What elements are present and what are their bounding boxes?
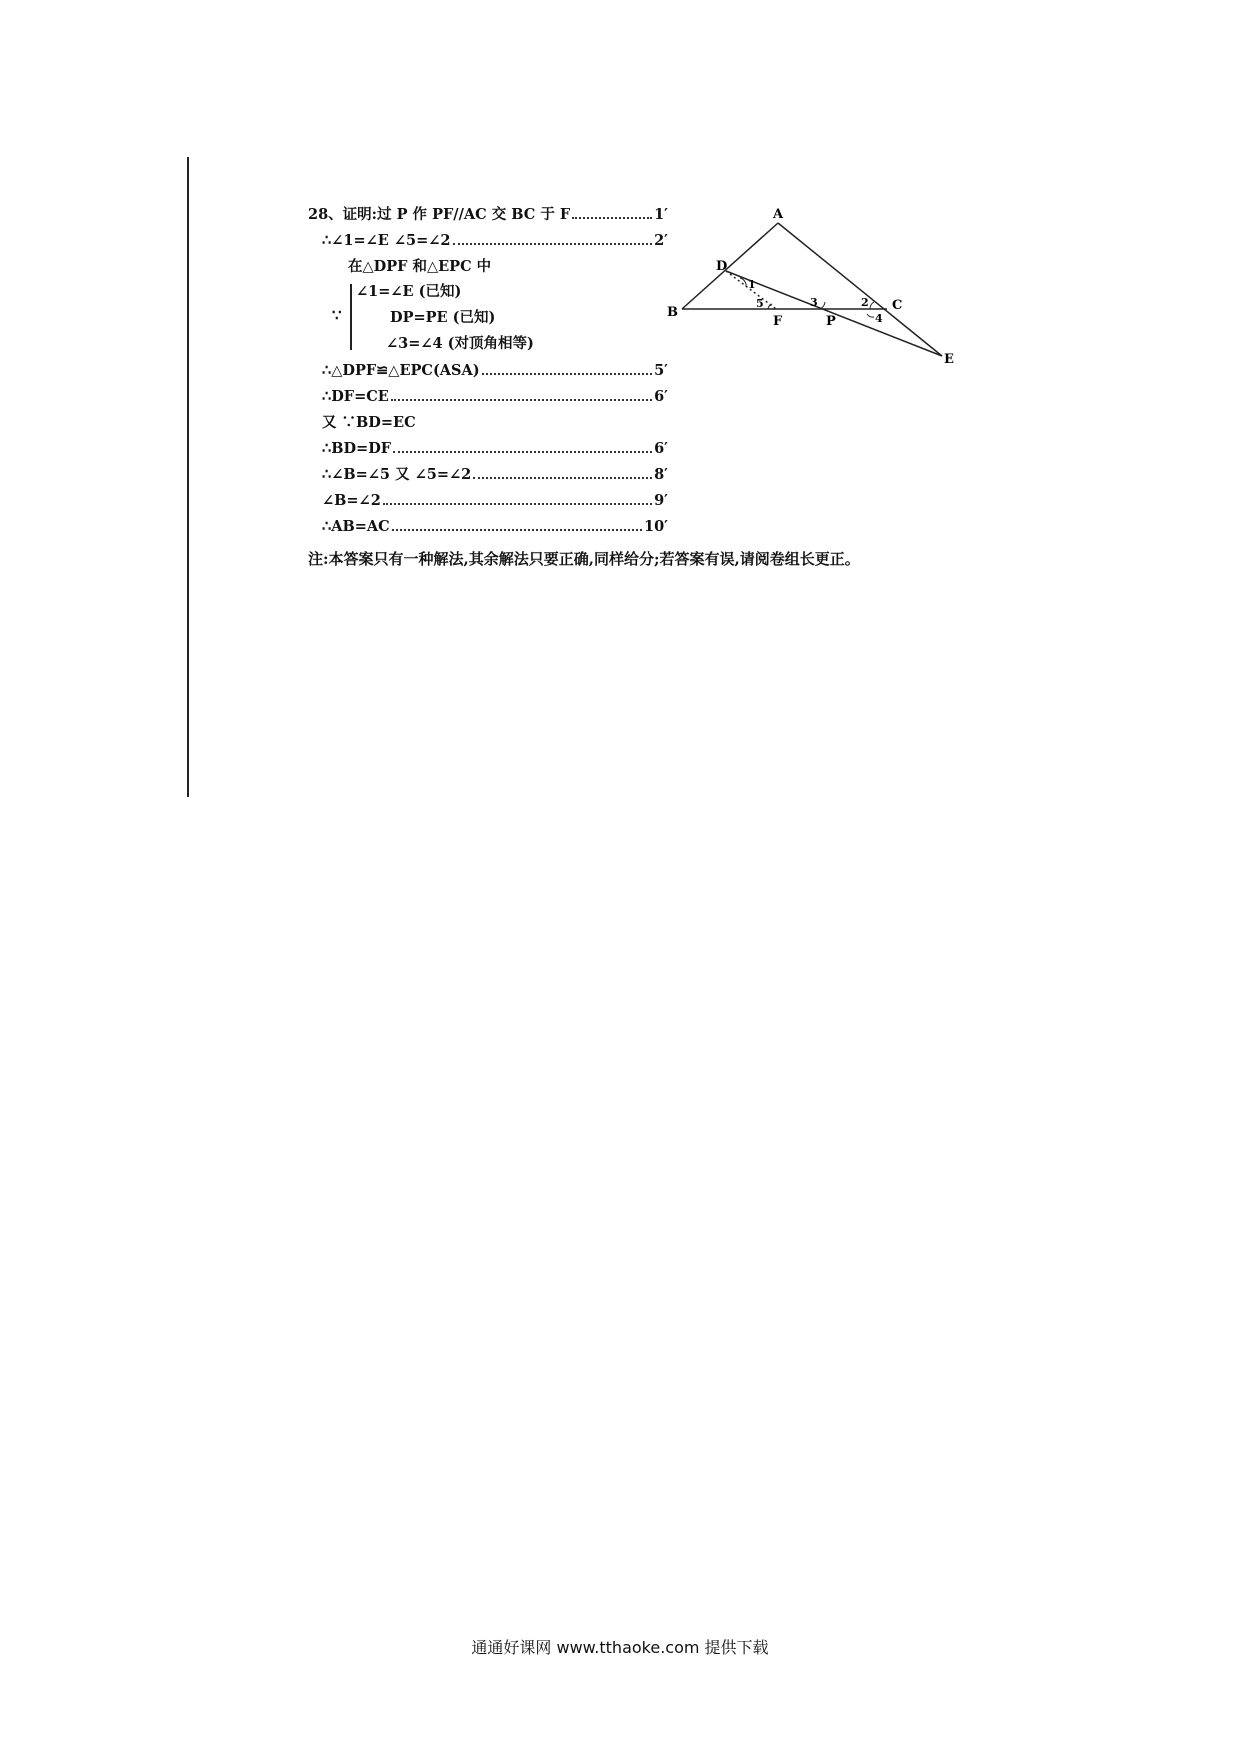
label-angle-4: 4 [875,312,883,325]
proof-line-1 [308,202,668,228]
label-E: E [944,352,954,366]
triangle-diagram [662,206,962,366]
condition-2: DP=PE (已知) [390,309,496,326]
proof-line-9 [308,488,668,514]
proof-line-4 [308,358,668,384]
proof-line-2-score: 2′ [654,232,668,249]
proof-line-2 [308,228,668,254]
proof-line-6 [308,410,668,436]
footer-credit: 通通好课网 www.tthaoke.com 提供下载 [471,1638,769,1657]
dot-leader [453,243,653,245]
condition-3: ∠3=∠4 (对顶角相等) [386,335,534,352]
proof-line-9-score: 9′ [654,492,668,509]
proof-line-7-text: ∴BD=DF [322,440,392,457]
proof-line-2-text: ∴∠1=∠E ∠5=∠2 [322,232,451,249]
label-A: A [773,207,784,222]
condition-1: ∠1=∠E (已知) [356,283,462,300]
geometry-figure [662,206,962,370]
proof-line-8-text: ∴∠B=∠5 又 ∠5=∠2 [322,466,472,483]
proof-line-1-text: 28、证明:过 P 作 PF//AC 交 BC 于 F [308,206,571,223]
proof-line-5 [308,384,668,410]
proof-line-10-score: 10′ [643,518,668,535]
proof-line-3-text: 在△DPF 和△EPC 中 [348,258,492,275]
label-angle-1: 1 [748,278,756,291]
label-angle-5: 5 [756,297,764,310]
proof-line-9-text: ∠B=∠2 [322,492,381,509]
label-C: C [892,298,903,313]
proof-block [308,202,668,540]
segment-AE [778,223,942,356]
condition-group [308,280,668,358]
label-D: D [716,259,728,274]
proof-line-8 [308,462,668,488]
proof-line-8-score: 8′ [654,466,668,483]
proof-line-7 [308,436,668,462]
grading-note: 注:本答案只有一种解法,其余解法只要正确,同样给分;若答案有误,请阅卷组长更正。 [308,550,860,568]
proof-line-6-text: 又 ∵BD=EC [322,414,416,431]
dot-leader [473,477,652,479]
proof-line-1-score: 1′ [654,206,668,223]
proof-line-10-text: ∴AB=AC [322,518,390,535]
label-B: B [667,305,678,320]
proof-line-4-score: 5′ [654,362,668,379]
dot-leader [482,373,652,375]
label-angle-3: 3 [810,296,818,309]
margin-rule [187,157,189,797]
angle-2-arc [870,302,874,309]
label-F: F [773,314,783,329]
label-P: P [826,314,836,329]
label-angle-2: 2 [861,296,869,309]
proof-line-7-score: 6′ [654,440,668,457]
angle-4-arc [867,314,874,317]
proof-line-3 [308,254,668,280]
dot-leader [393,451,652,453]
dot-leader [392,529,642,531]
brace-bar [350,284,352,350]
proof-line-5-text: ∴DF=CE [322,388,389,405]
dot-leader [391,399,652,401]
because-symbol: ∵ [332,306,342,324]
dot-leader [572,217,652,219]
dot-leader [383,503,652,505]
proof-line-10 [308,514,668,540]
proof-line-5-score: 6′ [654,388,668,405]
proof-line-4-text: ∴△DPF≌△EPC(ASA) [322,362,480,379]
